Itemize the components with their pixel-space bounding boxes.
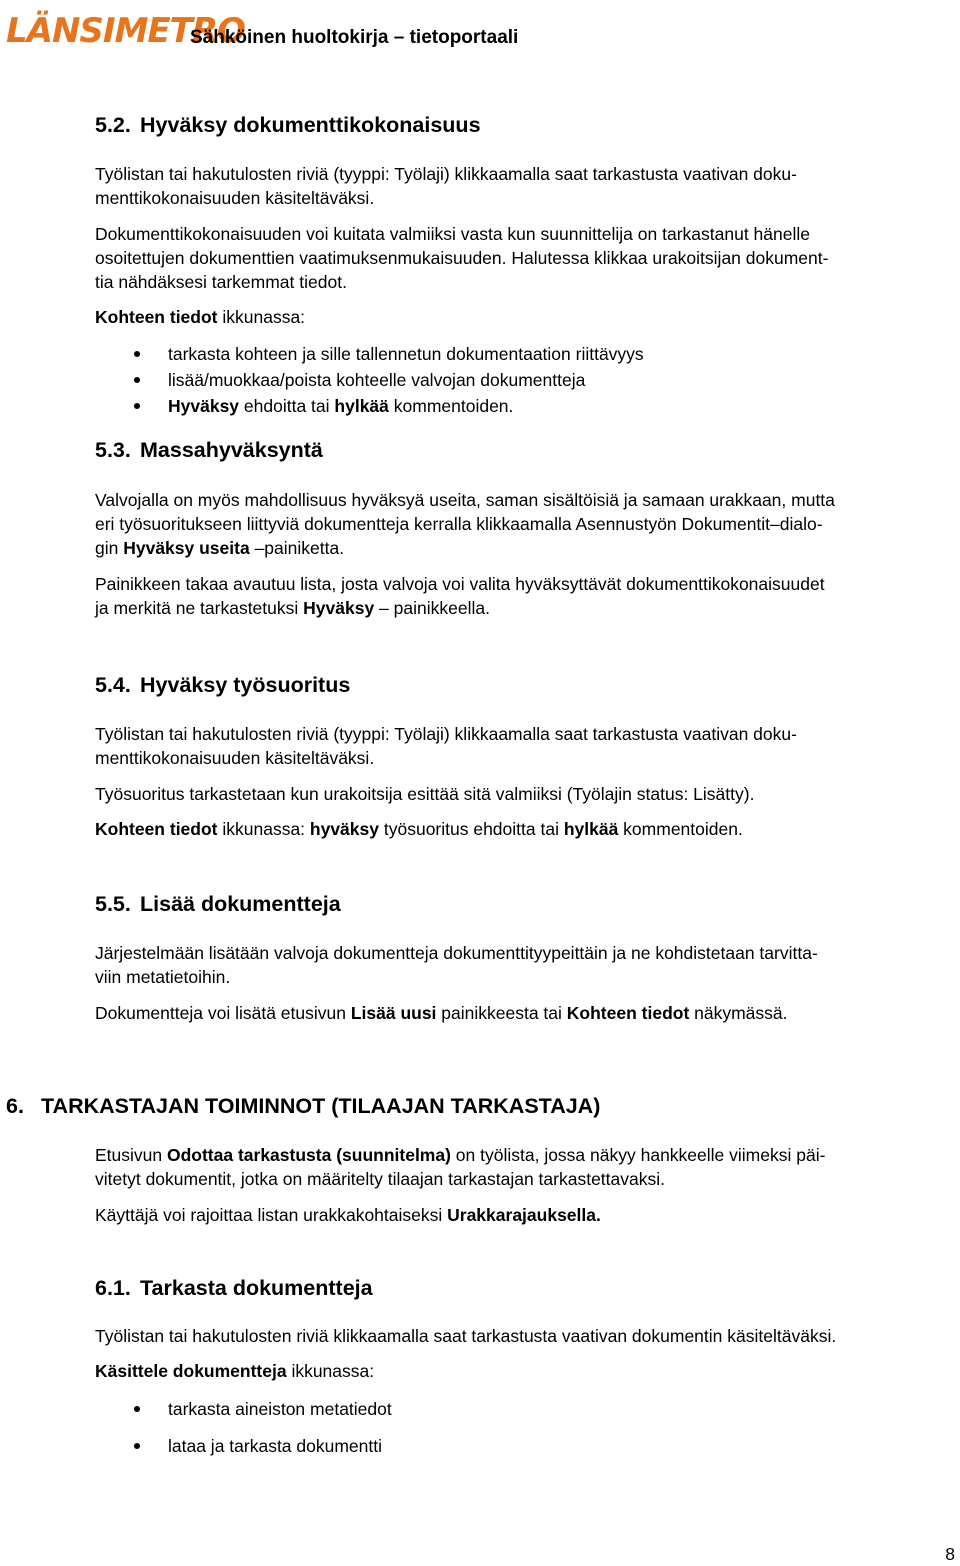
list-item: tarkasta kohteen ja sille tallennetun dokumentaation riittävyys — [95, 342, 957, 366]
section-5-2-heading: 5.2. Hyväksy dokumenttikokonaisuus — [95, 113, 481, 137]
paragraph: Työsuoritus tarkastetaan kun urakoitsija esittää sitä valmiiksi (Työlajin status: Lisätty). — [95, 784, 755, 804]
bullet-list — [95, 342, 957, 418]
page-number: 8 — [945, 1544, 955, 1564]
list-item: lataa ja tarkasta dokumentti — [95, 1434, 957, 1458]
svg-text:LÄNSIMETRO: LÄNSIMETRO — [6, 11, 245, 51]
section-6-1-heading: 6.1. Tarkasta dokumentteja — [95, 1276, 373, 1300]
paragraph: Valvojalla on myös mahdollisuus hyväksyä useita, saman sisältöisiä ja samaan urakkaan, mutta eri työsuoritukseen liittyviä dokumentteja kerralla klikkaamalla Asennustyön Dokumentit–dialo- gin Hyväksy useita –painiketta. — [95, 490, 835, 558]
paragraph: Painikkeen takaa avautuu lista, josta valvoja voi valita hyväksyttävät dokumenttikokonaisuudet ja merkitä ne tarkastetuksi Hyväksy – painikkeella. — [95, 574, 825, 618]
page-header — [0, 0, 960, 60]
paragraph: Etusivun Odottaa tarkastusta (suunnitelma) on työlista, jossa näkyy hankkeelle viimeksi päi- vitetyt dokumentit, jotka on määritelty tilaajan tarkastajan tarkastettavaksi. — [95, 1145, 826, 1189]
paragraph: Työlistan tai hakutulosten riviä (tyyppi: Työlaji) klikkaamalla saat tarkastusta vaativan doku- menttikokonaisuuden käsiteltäväksi. — [95, 724, 797, 768]
list-item: lisää/muokkaa/poista kohteelle valvojan dokumentteja — [95, 368, 957, 392]
paragraph: Työlistan tai hakutulosten riviä klikkaamalla saat tarkastusta vaativan dokumentin käsiteltäväksi. — [95, 1326, 837, 1346]
paragraph: Työlistan tai hakutulosten riviä (tyyppi: Työlaji) klikkaamalla saat tarkastusta vaativan doku- menttikokonaisuuden käsiteltäväksi. — [95, 164, 797, 208]
section-6-heading: 6. TARKASTAJAN TOIMINNOT (TILAAJAN TARKASTAJA) — [6, 1094, 601, 1118]
list-item: Hyväksy ehdoitta tai hylkää kommentoiden. — [95, 394, 957, 418]
paragraph: Käyttäjä voi rajoittaa listan urakkakohtaiseksi Urakkarajauksella. — [95, 1205, 601, 1225]
header-title: Sähköinen huoltokirja – tietoportaali — [190, 27, 519, 48]
lansimetro-logo — [4, 2, 245, 54]
bullet-list — [95, 1397, 957, 1458]
section-5-3-heading: 5.3. Massahyväksyntä — [95, 438, 323, 462]
paragraph: Dokumenttikokonaisuuden voi kuitata valmiiksi vasta kun suunnittelija on tarkastanut hänelle osoitettujen dokumenttien vaatimuksenmukaisuuden. Halutessa klikkaa urakoitsijan dokument- tia nähdäksesi tarkemmat tiedot. — [95, 224, 829, 292]
paragraph: Käsittele dokumentteja ikkunassa: — [95, 1361, 375, 1381]
document-body — [6, 110, 957, 1458]
paragraph: Kohteen tiedot ikkunassa: — [95, 307, 306, 327]
section-5-5-heading: 5.5. Lisää dokumentteja — [95, 892, 341, 916]
list-item: tarkasta aineiston metatiedot — [95, 1397, 957, 1421]
paragraph: Dokumentteja voi lisätä etusivun Lisää uusi painikkeesta tai Kohteen tiedot näkymässä. — [95, 1003, 788, 1023]
section-5-4-heading: 5.4. Hyväksy työsuoritus — [95, 673, 351, 697]
paragraph: Kohteen tiedot ikkunassa: hyväksy työsuoritus ehdoitta tai hylkää kommentoiden. — [95, 819, 743, 839]
paragraph: Järjestelmään lisätään valvoja dokumentteja dokumenttityypeittäin ja ne kohdistetaan tarvitta- viin metatietoihin. — [95, 943, 818, 987]
